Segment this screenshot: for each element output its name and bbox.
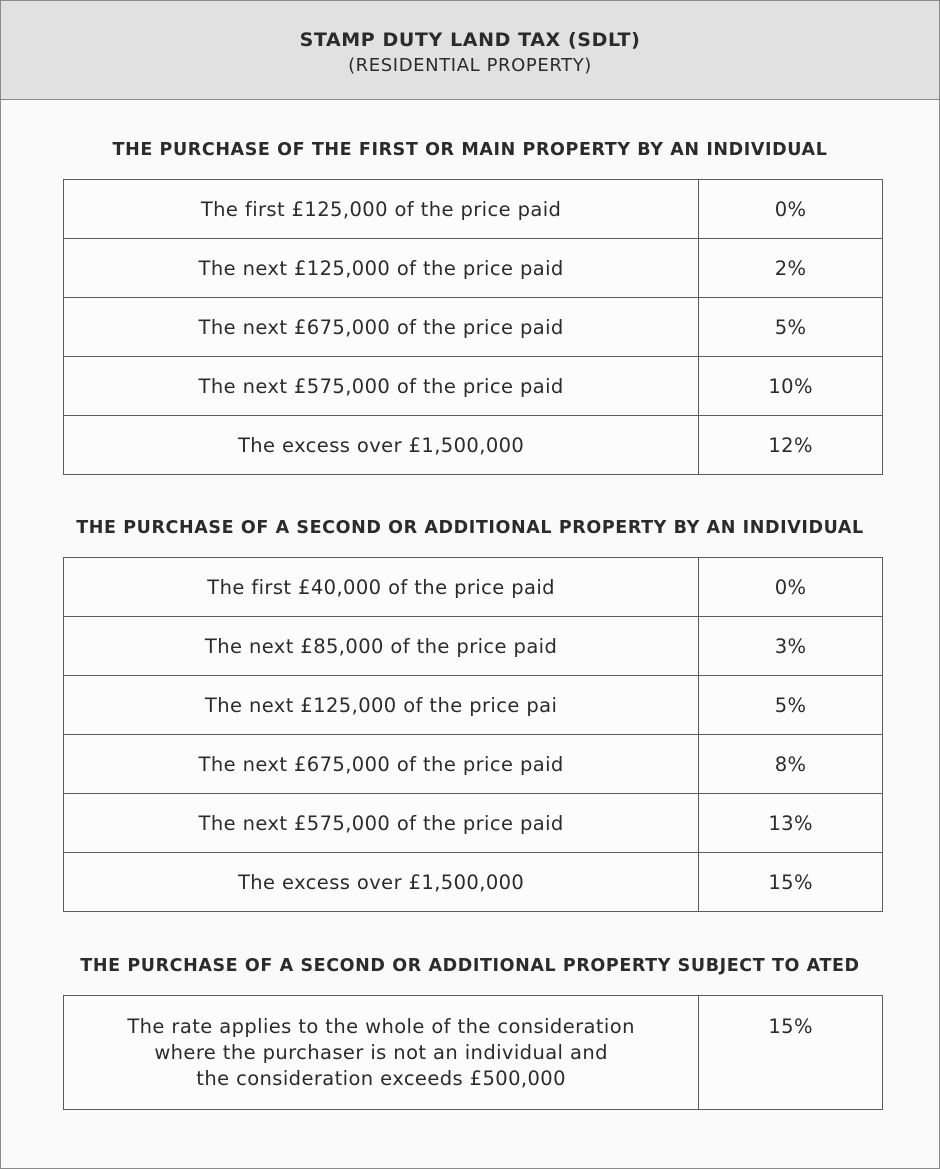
table-row: [64, 416, 883, 475]
rate-cell: 0%: [699, 558, 883, 617]
section-title-main-property: THE PURCHASE OF THE FIRST OR MAIN PROPERTY BY AN INDIVIDUAL: [112, 140, 828, 160]
rate-cell: 10%: [699, 357, 883, 416]
page-subtitle: (RESIDENTIAL PROPERTY): [348, 55, 592, 76]
section-title-additional-property: THE PURCHASE OF A SECOND OR ADDITIONAL PROPERTY BY AN INDIVIDUAL: [76, 518, 864, 538]
band-cell: The next £675,000 of the price paid: [64, 735, 699, 794]
band-cell: The next £675,000 of the price paid: [64, 298, 699, 357]
table-row: [64, 676, 883, 735]
rate-cell: 13%: [699, 794, 883, 853]
band-cell: The next £85,000 of the price paid: [64, 617, 699, 676]
band-cell: The excess over £1,500,000: [64, 853, 699, 912]
rates-table-additional-property: [63, 557, 883, 912]
band-cell: The next £575,000 of the price paid: [64, 357, 699, 416]
band-cell: [64, 996, 699, 1110]
band-cell: The next £575,000 of the price paid: [64, 794, 699, 853]
section-title-ated: THE PURCHASE OF A SECOND OR ADDITIONAL PROPERTY SUBJECT TO ATED: [80, 956, 860, 976]
table-row: [64, 298, 883, 357]
table-row: [64, 794, 883, 853]
table-row: [64, 853, 883, 912]
page-header: [1, 1, 939, 100]
rate-cell: 5%: [699, 298, 883, 357]
band-cell: The next £125,000 of the price paid: [64, 239, 699, 298]
table-row: [64, 357, 883, 416]
rate-cell: 2%: [699, 239, 883, 298]
table-row: [64, 239, 883, 298]
band-cell: The first £125,000 of the price paid: [64, 180, 699, 239]
band-cell: The next £125,000 of the price pai: [64, 676, 699, 735]
table-row: [64, 996, 883, 1110]
table-row: [64, 558, 883, 617]
rates-table-ated: [63, 995, 883, 1110]
rates-table-main-property: [63, 179, 883, 475]
table-row: [64, 617, 883, 676]
band-line: the consideration exceeds £500,000: [196, 1067, 566, 1090]
band-line: where the purchaser is not an individual and: [154, 1041, 608, 1064]
rate-cell: 12%: [699, 416, 883, 475]
rate-cell: 0%: [699, 180, 883, 239]
band-cell: The first £40,000 of the price paid: [64, 558, 699, 617]
table-row: [64, 735, 883, 794]
page-title: STAMP DUTY LAND TAX (SDLT): [299, 29, 641, 51]
band-cell: The excess over £1,500,000: [64, 416, 699, 475]
band-line: The rate applies to the whole of the consideration: [127, 1015, 635, 1038]
rate-cell: 8%: [699, 735, 883, 794]
rate-cell: 15%: [699, 853, 883, 912]
table-row: [64, 180, 883, 239]
rate-cell: 3%: [699, 617, 883, 676]
rate-cell: 15%: [699, 996, 883, 1110]
rate-cell: 5%: [699, 676, 883, 735]
